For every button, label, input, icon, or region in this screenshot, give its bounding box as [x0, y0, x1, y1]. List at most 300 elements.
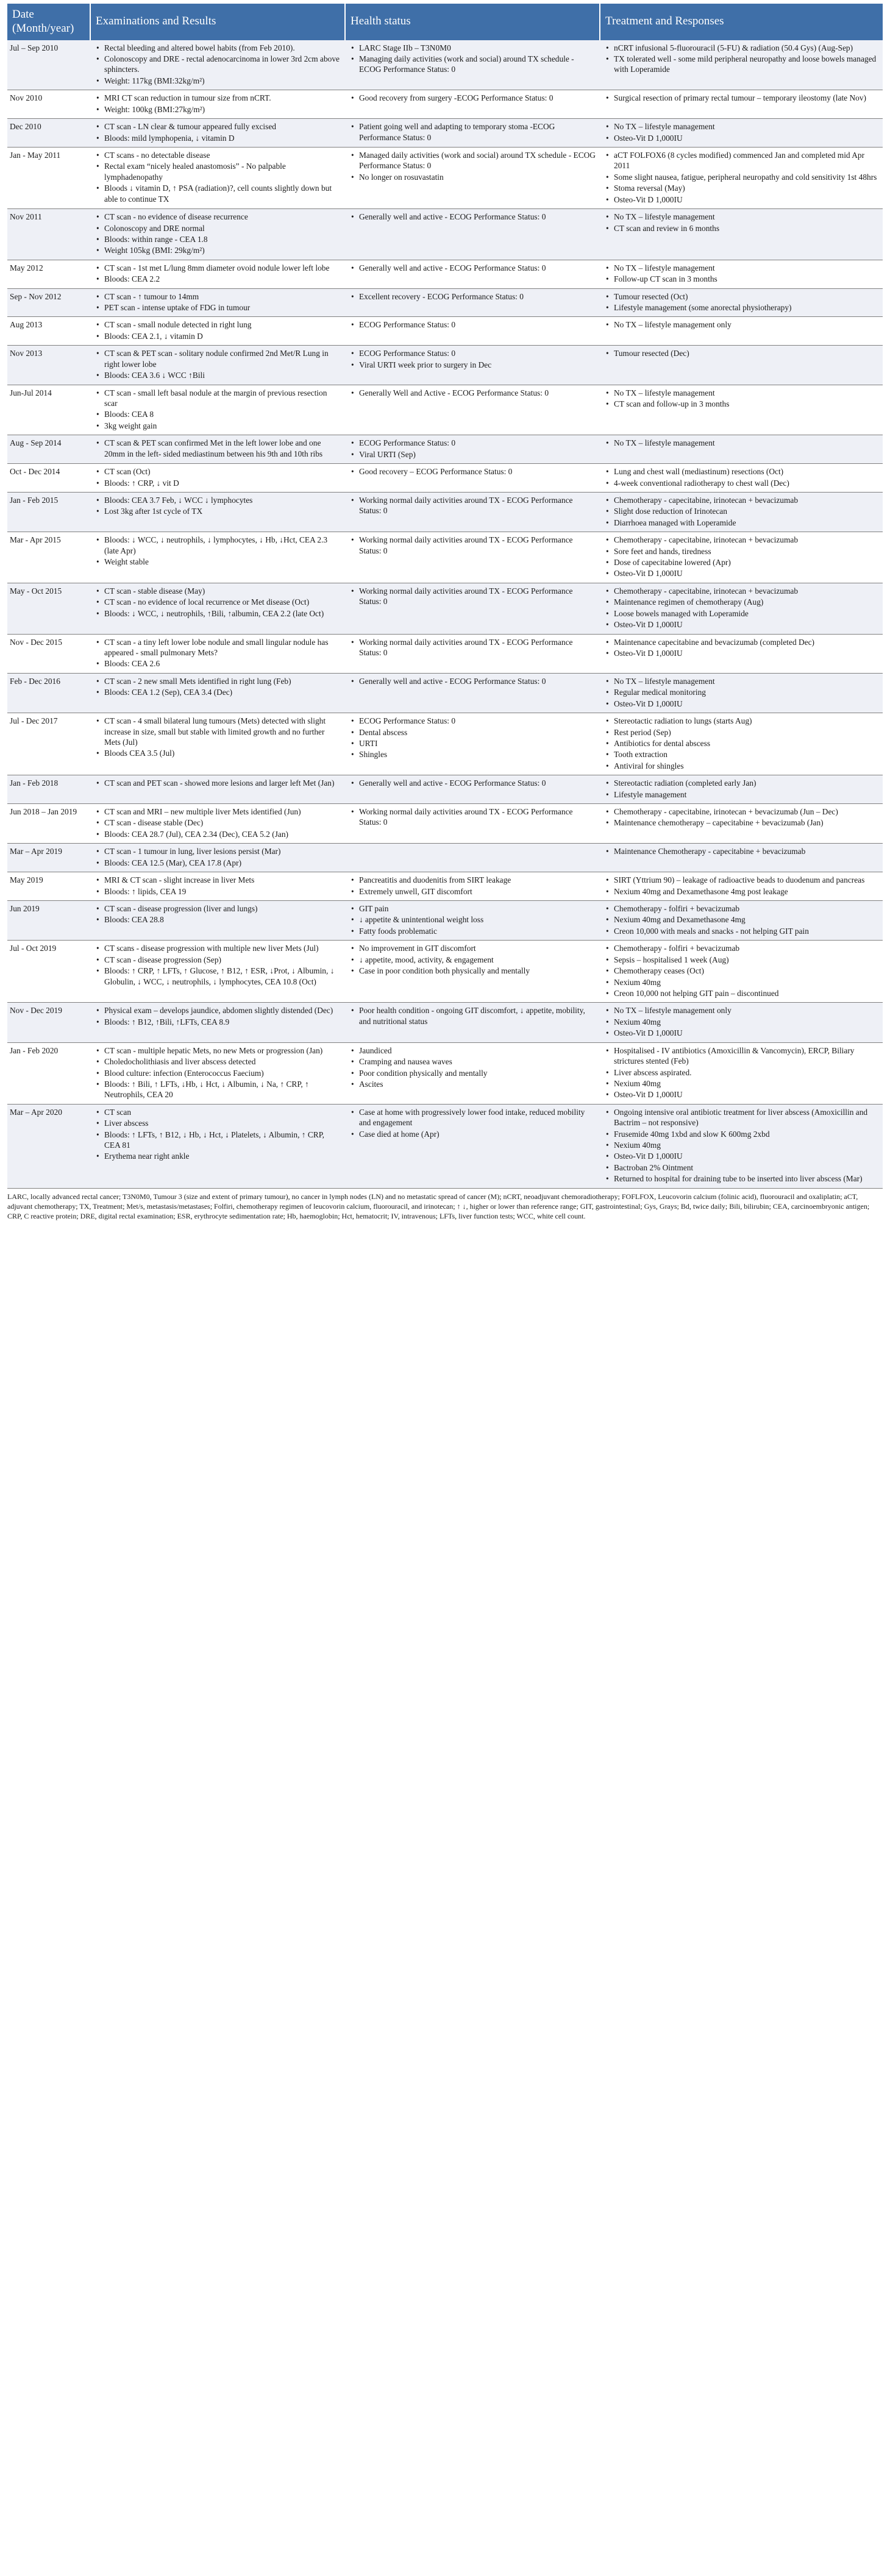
treatment-list — [603, 1005, 879, 1038]
examinations-cell — [90, 464, 345, 493]
list-item: • Bloods CEA 3.5 (Jul) — [94, 748, 341, 758]
list-item: • Lost 3kg after 1st cycle of TX — [94, 506, 341, 516]
list-item: • PET scan - intense uptake of FDG in tumour — [94, 302, 341, 313]
treatment-list — [603, 778, 879, 800]
table-row — [7, 288, 883, 317]
health-status-cell — [345, 260, 600, 288]
health-status-list — [349, 348, 596, 370]
examinations-cell — [90, 844, 345, 872]
health-status-list — [349, 291, 596, 302]
examinations-cell — [90, 317, 345, 346]
date-cell: May - Oct 2015 — [7, 583, 90, 634]
list-item: • Generally well and active - ECOG Performance Status: 0 — [349, 212, 596, 222]
health-status-cell — [345, 385, 600, 435]
list-item: • CT scan & PET scan - solitary nodule confirmed 2nd Met/R Lung in right lower lobe — [94, 348, 341, 369]
examinations-cell — [90, 40, 345, 90]
list-item: • Rest period (Sep) — [603, 727, 879, 738]
list-item: • Chemotherapy - capecitabine, irinotecan + bevacizumab — [603, 495, 879, 505]
treatment-list — [603, 93, 879, 103]
list-item: • Osteo-Vit D 1,000IU — [603, 133, 879, 143]
table-row — [7, 673, 883, 713]
health-status-cell — [345, 583, 600, 634]
health-status-cell — [345, 941, 600, 1003]
list-item: • Osteo-Vit D 1,000IU — [603, 619, 879, 630]
list-item: • Creon 10,000 not helping GIT pain – discontinued — [603, 988, 879, 998]
table-row — [7, 40, 883, 90]
date-cell: Aug - Sep 2014 — [7, 435, 90, 464]
list-item: • Lifestyle management — [603, 789, 879, 800]
date-cell: Jan - Feb 2020 — [7, 1042, 90, 1104]
list-item: • ECOG Performance Status: 0 — [349, 438, 596, 448]
list-item: • Bloods: CEA 28.8 — [94, 914, 341, 925]
examinations-cell — [90, 532, 345, 583]
list-item: • No TX – lifestyle management — [603, 121, 879, 132]
list-item: • CT scan - no evidence of local recurrence or Met disease (Oct) — [94, 597, 341, 607]
date-cell: Nov 2013 — [7, 346, 90, 385]
health-status-cell — [345, 673, 600, 713]
list-item: • ECOG Performance Status: 0 — [349, 716, 596, 726]
list-item: • Returned to hospital for draining tube to be inserted into liver abscess (Mar) — [603, 1173, 879, 1184]
list-item: • Maintenance Chemotherapy - capecitabine + bevacizumab — [603, 846, 879, 856]
table-row — [7, 775, 883, 804]
table-row — [7, 385, 883, 435]
health-status-list — [349, 438, 596, 460]
list-item: • Lung and chest wall (mediastinum) resections (Oct) — [603, 466, 879, 477]
list-item: • Working normal daily activities around TX - ECOG Performance Status: 0 — [349, 806, 596, 828]
list-item: • Managed daily activities (work and social) around TX schedule - ECOG Performance Status: 0 — [349, 150, 596, 171]
treatment-list — [603, 43, 879, 75]
list-item: • Bloods: CEA 3.7 Feb, ↓ WCC ↓ lymphocytes — [94, 495, 341, 505]
health-status-cell — [345, 532, 600, 583]
examinations-cell — [90, 346, 345, 385]
list-item: • Erythema near right ankle — [94, 1151, 341, 1161]
treatment-list — [603, 535, 879, 579]
date-cell: Nov 2011 — [7, 209, 90, 260]
date-cell: May 2012 — [7, 260, 90, 288]
list-item: • Tumour resected (Dec) — [603, 348, 879, 358]
treatment-cell — [600, 1003, 883, 1042]
health-status-cell — [345, 713, 600, 775]
health-status-cell — [345, 1042, 600, 1104]
list-item: • Weight 105kg (BMI: 29kg/m²) — [94, 245, 341, 255]
list-item: • CT scan & PET scan confirmed Met in the left lower lobe and one 20mm in the left- sided mediastinum between his 9th and 10th ribs — [94, 438, 341, 459]
date-cell: Jan - May 2011 — [7, 147, 90, 208]
treatment-list — [603, 319, 879, 330]
list-item: • Poor condition physically and mentally — [349, 1068, 596, 1078]
health-status-cell — [345, 119, 600, 148]
treatment-list — [603, 291, 879, 313]
health-status-list — [349, 121, 596, 143]
list-item: • Blood culture: infection (Enterococcus Faecium) — [94, 1068, 341, 1078]
table-row — [7, 464, 883, 493]
health-status-cell — [345, 346, 600, 385]
list-item: • Nexium 40mg and Dexamethasone 4mg — [603, 914, 879, 925]
examinations-list — [94, 495, 341, 517]
list-item: • 3kg weight gain — [94, 421, 341, 431]
date-cell: Mar – Apr 2020 — [7, 1104, 90, 1188]
list-item: • Viral URTI (Sep) — [349, 449, 596, 460]
date-cell: Jan - Feb 2018 — [7, 775, 90, 804]
list-item: • Chemotherapy - folfiri + bevacizumab — [603, 903, 879, 914]
examinations-cell — [90, 288, 345, 317]
list-item: • Chemotherapy - folfiri + bevacizumab — [603, 943, 879, 953]
list-item: • Generally well and active - ECOG Performance Status: 0 — [349, 676, 596, 686]
treatment-cell — [600, 1042, 883, 1104]
table-row — [7, 713, 883, 775]
health-status-list — [349, 150, 596, 182]
list-item: • Maintenance capecitabine and bevacizumab (completed Dec) — [603, 637, 879, 647]
list-item: • Ongoing intensive oral antibiotic treatment for liver abscess (Amoxicillin and Bactrim – not responsive) — [603, 1107, 879, 1128]
date-cell: Jul – Sep 2010 — [7, 40, 90, 90]
page — [0, 0, 890, 1229]
list-item: • CT scan - 1 tumour in lung, liver lesions persist (Mar) — [94, 846, 341, 856]
treatment-list — [603, 637, 879, 659]
list-item: • Some slight nausea, fatigue, peripheral neuropathy and cold sensitivity 1st 48hrs — [603, 172, 879, 182]
table-row — [7, 941, 883, 1003]
examinations-list — [94, 348, 341, 380]
list-item: • CT scan - multiple hepatic Mets, no new Mets or progression (Jan) — [94, 1045, 341, 1056]
list-item: • Weight stable — [94, 557, 341, 567]
list-item: • Frusemide 40mg 1xbd and slow K 600mg 2xbd — [603, 1129, 879, 1139]
list-item: • Sepsis – hospitalised 1 week (Aug) — [603, 955, 879, 965]
table-row — [7, 532, 883, 583]
date-cell: Mar – Apr 2019 — [7, 844, 90, 872]
treatment-list — [603, 943, 879, 998]
examinations-cell — [90, 1104, 345, 1188]
examinations-list — [94, 121, 341, 143]
date-cell: Jun 2019 — [7, 901, 90, 941]
list-item: • Bloods: CEA 8 — [94, 409, 341, 419]
date-cell: Jul - Oct 2019 — [7, 941, 90, 1003]
list-item: • Chemotherapy - capecitabine, irinotecan + bevacizumab — [603, 535, 879, 545]
list-item: • Extremely unwell, GIT discomfort — [349, 886, 596, 897]
examinations-cell — [90, 260, 345, 288]
list-item: • Regular medical monitoring — [603, 687, 879, 697]
list-item: • Bloods: ↑ lipids, CEA 19 — [94, 886, 341, 897]
table-row — [7, 492, 883, 532]
list-item: • Colonoscopy and DRE - rectal adenocarcinoma in lower 3rd 2cm above sphincters. — [94, 54, 341, 75]
examinations-cell — [90, 1003, 345, 1042]
health-status-list — [349, 903, 596, 936]
list-item: • Osteo-Vit D 1,000IU — [603, 1151, 879, 1161]
list-item: • CT scan - small nodule detected in right lung — [94, 319, 341, 330]
list-item: • Slight dose reduction of Irinotecan — [603, 506, 879, 516]
table-row — [7, 804, 883, 844]
header-date: Date (Month/year) — [7, 4, 90, 40]
examinations-cell — [90, 492, 345, 532]
list-item: • CT scan - no evidence of disease recurrence — [94, 212, 341, 222]
list-item: • Patient going well and adapting to temporary stoma -ECOG Performance Status: 0 — [349, 121, 596, 143]
treatment-cell — [600, 583, 883, 634]
treatment-cell — [600, 40, 883, 90]
table-row — [7, 119, 883, 148]
examinations-list — [94, 943, 341, 987]
treatment-cell — [600, 775, 883, 804]
list-item: • Shingles — [349, 749, 596, 760]
list-item: • CT scan — [94, 1107, 341, 1117]
treatment-cell — [600, 872, 883, 901]
list-item: • Bloods: mild lymphopenia, ↓ vitamin D — [94, 133, 341, 143]
health-status-cell — [345, 844, 600, 872]
date-cell: May 2019 — [7, 872, 90, 901]
list-item: • CT scan - LN clear & tumour appeared fully excised — [94, 121, 341, 132]
list-item: • Sore feet and hands, tiredness — [603, 546, 879, 557]
health-status-list — [349, 778, 596, 788]
health-status-cell — [345, 147, 600, 208]
list-item: • Creon 10,000 with meals and snacks - not helping GIT pain — [603, 926, 879, 936]
list-item: • Diarrhoea managed with Loperamide — [603, 518, 879, 528]
list-item: • Nexium 40mg — [603, 1078, 879, 1089]
table-body — [7, 40, 883, 1189]
list-item: • Cramping and nausea waves — [349, 1056, 596, 1067]
list-item: • aCT FOLFOX6 (8 cycles modified) commenced Jan and completed mid Apr 2011 — [603, 150, 879, 171]
list-item: • CT scans - disease progression with multiple new liver Mets (Jul) — [94, 943, 341, 953]
list-item: • CT scan and MRI – new multiple liver Mets identified (Jun) — [94, 806, 341, 817]
examinations-list — [94, 150, 341, 204]
health-status-list — [349, 676, 596, 686]
list-item: • CT scan - 2 new small Mets identified in right lung (Feb) — [94, 676, 341, 686]
health-status-cell — [345, 804, 600, 844]
list-item: • Working normal daily activities around TX - ECOG Performance Status: 0 — [349, 535, 596, 556]
list-item: • 4-week conventional radiotherapy to chest wall (Dec) — [603, 478, 879, 488]
list-item: • No TX – lifestyle management — [603, 263, 879, 273]
header-treatment: Treatment and Responses — [600, 4, 883, 40]
health-status-list — [349, 943, 596, 976]
list-item: • Bloods: ↑ B12, ↑Bili, ↑LFTs, CEA 8.9 — [94, 1017, 341, 1027]
date-cell: Dec 2010 — [7, 119, 90, 148]
treatment-cell — [600, 90, 883, 119]
date-cell: Sep - Nov 2012 — [7, 288, 90, 317]
list-item: • No TX – lifestyle management only — [603, 319, 879, 330]
health-status-list — [349, 586, 596, 607]
list-item: • Bloods: CEA 2.1, ↓ vitamin D — [94, 331, 341, 341]
list-item: • Nexium 40mg and Dexamethasone 4mg post leakage — [603, 886, 879, 897]
examinations-cell — [90, 872, 345, 901]
treatment-cell — [600, 317, 883, 346]
health-status-list — [349, 43, 596, 75]
examinations-cell — [90, 119, 345, 148]
health-status-cell — [345, 209, 600, 260]
list-item: • Managing daily activities (work and social) around TX schedule - ECOG Performance Status: 0 — [349, 54, 596, 75]
list-item: • Dose of capecitabine lowered (Apr) — [603, 557, 879, 568]
health-status-cell — [345, 90, 600, 119]
health-status-list — [349, 875, 596, 897]
examinations-list — [94, 778, 341, 788]
list-item: • No TX – lifestyle management — [603, 438, 879, 448]
list-item: • Rectal bleeding and altered bowel habits (from Feb 2010). — [94, 43, 341, 53]
list-item: • CT scan - disease progression (Sep) — [94, 955, 341, 965]
examinations-list — [94, 846, 341, 868]
examinations-list — [94, 1005, 341, 1027]
table-row — [7, 634, 883, 673]
list-item: • Generally well and active - ECOG Performance Status: 0 — [349, 263, 596, 273]
list-item: • Chemotherapy - capecitabine, irinotecan + bevacizumab (Jun – Dec) — [603, 806, 879, 817]
list-item: • Rectal exam “nicely healed anastomosis” - No palpable lymphadenopathy — [94, 161, 341, 182]
list-item: • Good recovery from surgery -ECOG Performance Status: 0 — [349, 93, 596, 103]
treatment-list — [603, 466, 879, 488]
list-item: • Hospitalised - IV antibiotics (Amoxicillin & Vancomycin), ERCP, Biliary strictures stented (Feb) — [603, 1045, 879, 1067]
health-status-list — [349, 212, 596, 222]
list-item: • Bloods: ↑ CRP, ↓ vit D — [94, 478, 341, 488]
treatment-cell — [600, 260, 883, 288]
list-item: • Weight: 117kg (BMI:32kg/m²) — [94, 76, 341, 86]
treatment-list — [603, 676, 879, 709]
list-item: • Pancreatitis and duodenitis from SIRT leakage — [349, 875, 596, 885]
list-item: • Fatty foods problematic — [349, 926, 596, 936]
examinations-list — [94, 535, 341, 567]
list-item: • Ascites — [349, 1079, 596, 1089]
treatment-cell — [600, 804, 883, 844]
list-item: • Nexium 40mg — [603, 1140, 879, 1150]
health-status-cell — [345, 288, 600, 317]
list-item: • Surgical resection of primary rectal tumour – temporary ileostomy (late Nov) — [603, 93, 879, 103]
list-item: • CT scan - disease stable (Dec) — [94, 817, 341, 828]
health-status-cell — [345, 464, 600, 493]
list-item: • Viral URTI week prior to surgery in Dec — [349, 360, 596, 370]
treatment-cell — [600, 288, 883, 317]
health-status-cell — [345, 1104, 600, 1188]
list-item: • CT scan and PET scan - showed more lesions and larger left Met (Jan) — [94, 778, 341, 788]
examinations-list — [94, 875, 341, 897]
list-item: • Bloods: CEA 28.7 (Jul), CEA 2.34 (Dec), CEA 5.2 (Jan) — [94, 829, 341, 839]
list-item: • Case in poor condition both physically and mentally — [349, 966, 596, 976]
header-health-status: Health status — [345, 4, 600, 40]
list-item: • Choledocholithiasis and liver abscess detected — [94, 1056, 341, 1067]
examinations-cell — [90, 901, 345, 941]
list-item: • Antibiotics for dental abscess — [603, 738, 879, 749]
treatment-cell — [600, 1104, 883, 1188]
list-item: • CT scan - a tiny left lower lobe nodule and small lingular nodule has appeared - small pulmonary Mets? — [94, 637, 341, 658]
health-status-cell — [345, 872, 600, 901]
list-item: • Bloods: CEA 2.2 — [94, 274, 341, 284]
treatment-list — [603, 1045, 879, 1100]
list-item: • Liver abscess aspirated. — [603, 1067, 879, 1078]
list-item: • CT scans - no detectable disease — [94, 150, 341, 160]
list-item: • ↓ appetite, mood, activity, & engagement — [349, 955, 596, 965]
examinations-list — [94, 466, 341, 488]
list-item: • Nexium 40mg — [603, 977, 879, 987]
examinations-list — [94, 212, 341, 256]
health-status-list — [349, 388, 596, 398]
examinations-list — [94, 903, 341, 925]
list-item: • Stoma reversal (May) — [603, 183, 879, 193]
list-item: • Colonoscopy and DRE normal — [94, 223, 341, 233]
health-status-cell — [345, 1003, 600, 1042]
date-cell: Jun 2018 – Jan 2019 — [7, 804, 90, 844]
health-status-list — [349, 716, 596, 760]
list-item: • CT scan - 1st met L/lung 8mm diameter ovoid nodule lower left lobe — [94, 263, 341, 273]
list-item: • No longer on rosuvastatin — [349, 172, 596, 182]
list-item: • Weight: 100kg (BMI:27kg/m²) — [94, 104, 341, 115]
treatment-list — [603, 806, 879, 828]
examinations-cell — [90, 713, 345, 775]
list-item: • Loose bowels managed with Loperamide — [603, 608, 879, 619]
treatment-list — [603, 875, 879, 897]
list-item: • No TX – lifestyle management only — [603, 1005, 879, 1016]
list-item: • Lifestyle management (some anorectal physiotherapy) — [603, 302, 879, 313]
list-item: • Working normal daily activities around TX - ECOG Performance Status: 0 — [349, 495, 596, 516]
list-item: • Case died at home (Apr) — [349, 1129, 596, 1139]
health-status-list — [349, 466, 596, 477]
list-item: • Chemotherapy ceases (Oct) — [603, 966, 879, 976]
health-status-list — [349, 806, 596, 828]
table-row — [7, 844, 883, 872]
treatment-cell — [600, 844, 883, 872]
treatment-cell — [600, 713, 883, 775]
treatment-cell — [600, 435, 883, 464]
table-row — [7, 872, 883, 901]
list-item: • TX tolerated well - some mild peripheral neuropathy and loose bowels managed with Loperamide — [603, 54, 879, 75]
list-item: • Physical exam – develops jaundice, abdomen slightly distended (Dec) — [94, 1005, 341, 1016]
examinations-list — [94, 319, 341, 341]
list-item: • ↓ appetite & unintentional weight loss — [349, 914, 596, 925]
list-item: • No improvement in GIT discomfort — [349, 943, 596, 953]
date-cell: Nov - Dec 2019 — [7, 1003, 90, 1042]
table-row — [7, 260, 883, 288]
treatment-list — [603, 212, 879, 233]
treatment-list — [603, 586, 879, 630]
health-status-cell — [345, 492, 600, 532]
list-item: • CT scan - disease progression (liver and lungs) — [94, 903, 341, 914]
treatment-cell — [600, 532, 883, 583]
list-item: • Working normal daily activities around TX - ECOG Performance Status: 0 — [349, 586, 596, 607]
treatment-list — [603, 438, 879, 448]
list-item: • ECOG Performance Status: 0 — [349, 348, 596, 358]
date-cell: Feb - Dec 2016 — [7, 673, 90, 713]
list-item: • LARC Stage IIb – T3N0M0 — [349, 43, 596, 53]
examinations-list — [94, 438, 341, 459]
list-item: • Liver abscess — [94, 1118, 341, 1128]
list-item: • Osteo-Vit D 1,000IU — [603, 1028, 879, 1038]
examinations-list — [94, 388, 341, 432]
treatment-list — [603, 495, 879, 528]
list-item: • Osteo-Vit D 1,000IU — [603, 1089, 879, 1100]
treatment-cell — [600, 147, 883, 208]
list-item: • Maintenance chemotherapy – capecitabine + bevacizumab (Jan) — [603, 817, 879, 828]
list-item: • Osteo-Vit D 1,000IU — [603, 699, 879, 709]
treatment-list — [603, 1107, 879, 1184]
list-item: • No TX – lifestyle management — [603, 388, 879, 398]
date-cell: Jan - Feb 2015 — [7, 492, 90, 532]
treatment-cell — [600, 346, 883, 385]
list-item: • SIRT (Yttrium 90) – leakage of radioactive beads to duodenum and pancreas — [603, 875, 879, 885]
list-item: • Working normal daily activities around TX - ECOG Performance Status: 0 — [349, 637, 596, 658]
table-row — [7, 583, 883, 634]
list-item: • Bactroban 2% Ointment — [603, 1162, 879, 1173]
list-item: • Chemotherapy - capecitabine, irinotecan + bevacizumab — [603, 586, 879, 596]
health-status-cell — [345, 40, 600, 90]
table-row — [7, 147, 883, 208]
examinations-cell — [90, 147, 345, 208]
health-status-list — [349, 1107, 596, 1139]
list-item: • Tooth extraction — [603, 749, 879, 760]
health-status-list — [349, 319, 596, 330]
list-item: • Bloods: CEA 3.6 ↓ WCC ↑Bili — [94, 370, 341, 380]
list-item: • MRI & CT scan - slight increase in liver Mets — [94, 875, 341, 885]
examinations-cell — [90, 583, 345, 634]
list-item: • Stereotactic radiation (completed early Jan) — [603, 778, 879, 788]
list-item: • Bloods: ↓ WCC, ↓ neutrophils, ↑Bili, ↑albumin, CEA 2.2 (late Oct) — [94, 608, 341, 619]
list-item: • Good recovery – ECOG Performance Status: 0 — [349, 466, 596, 477]
date-cell: Aug 2013 — [7, 317, 90, 346]
treatment-list — [603, 388, 879, 410]
table-row — [7, 1042, 883, 1104]
table-row — [7, 435, 883, 464]
list-item: • Stereotactic radiation to lungs (starts Aug) — [603, 716, 879, 726]
health-status-list — [349, 495, 596, 516]
examinations-list — [94, 676, 341, 698]
examinations-list — [94, 806, 341, 839]
